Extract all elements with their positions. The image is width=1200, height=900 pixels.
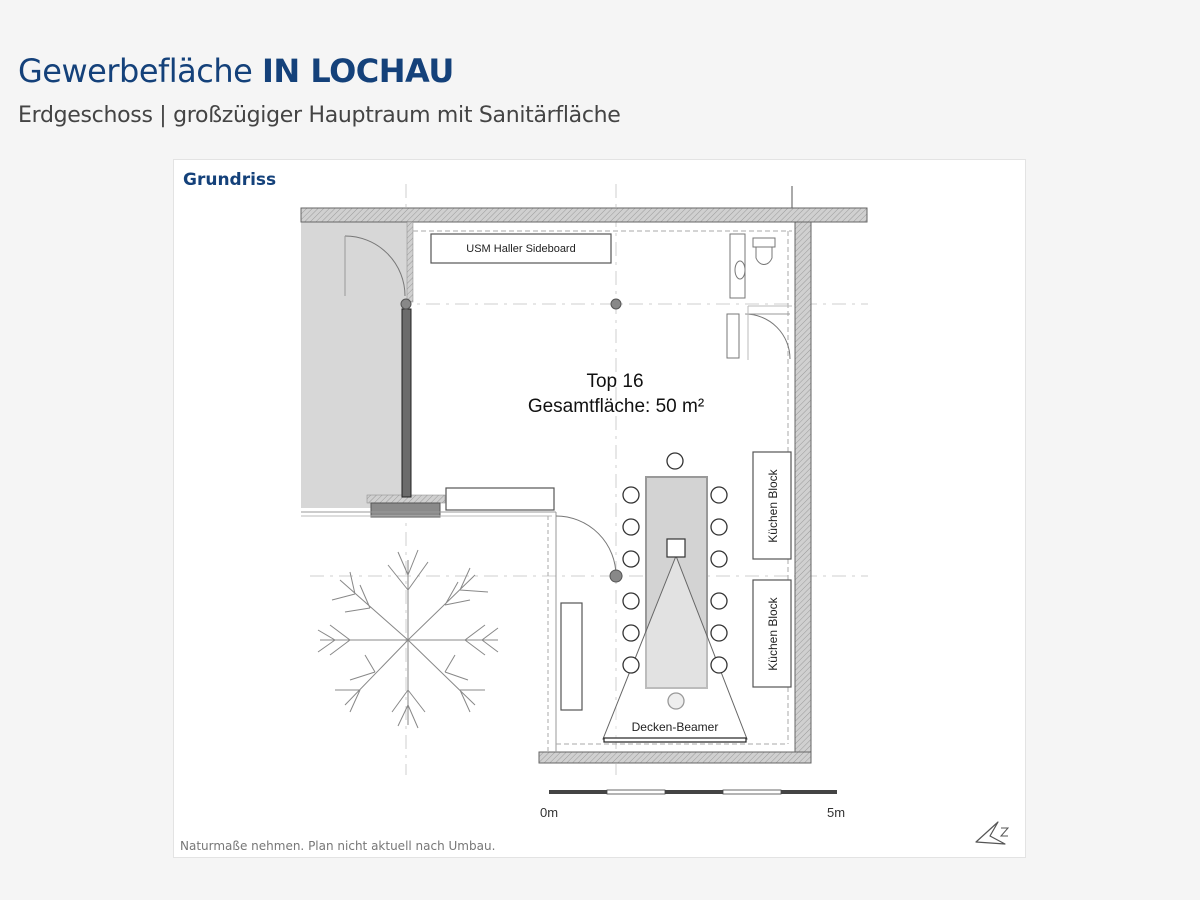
panel-title: Grundriss	[183, 170, 277, 190]
sideboard	[431, 234, 611, 263]
title-bold: IN LOCHAU	[262, 52, 454, 90]
title-regular: Gewerbefläche	[18, 52, 262, 90]
tree-icon	[318, 550, 498, 728]
scale-start-label: 0m	[539, 805, 559, 820]
room-name: Top 16	[586, 371, 644, 392]
columns	[401, 299, 622, 582]
sideboard-label: USM Haller Sideboard	[466, 243, 576, 255]
scale-bar	[540, 790, 845, 820]
plan-disclaimer: Naturmaße nehmen. Plan nicht aktuell nach Umbau.	[180, 839, 496, 853]
kitchen-block-2	[753, 580, 791, 687]
page-subtitle: Erdgeschoss | großzügiger Hauptraum mit Sanitärfläche	[18, 103, 621, 128]
kitchen-block-1	[753, 452, 791, 559]
sliding-wall	[402, 309, 411, 497]
scale-end-label: 5m	[826, 805, 846, 820]
beamer-label: Decken-Beamer	[631, 720, 719, 734]
beamer-projection	[603, 539, 747, 742]
sanitary-area	[727, 234, 792, 360]
room-area: Gesamtfläche: 50 m²	[527, 396, 705, 417]
bench	[446, 488, 554, 510]
north-arrow-icon	[976, 822, 1008, 844]
neighbor-area	[301, 222, 407, 508]
kitchen-block-1-label: Küchen Block	[766, 469, 780, 543]
lowboard	[561, 603, 582, 710]
kitchen-block-2-label: Küchen Block	[766, 597, 780, 671]
